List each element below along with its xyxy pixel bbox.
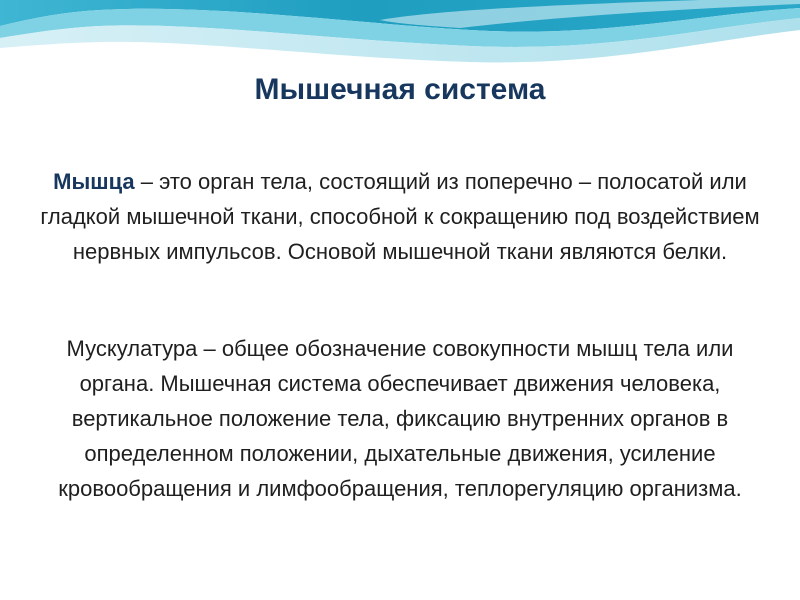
paragraph-musculature: Мускулатура – общее обозначение совокупности мышц тела или органа. Мышечная система обеспечивает движения человека, вертикальное положение тела, фиксацию внутренних органов в определенном положении, дыхательные движения, усиление кровообращения и лимфообращения, теплорегуляцию организма. <box>58 336 742 501</box>
slide-title: Мышечная система <box>254 73 546 106</box>
term-muscle: Мышца <box>53 169 135 194</box>
paragraph-1-text: – это орган тела, состоящий из поперечно – полосатой или гладкой мышечной ткани, способной к сокращению под воздействием нервных импульсов. Основой мышечной ткани являются белки. <box>40 169 760 264</box>
paragraph-muscle-definition <box>30 164 770 269</box>
